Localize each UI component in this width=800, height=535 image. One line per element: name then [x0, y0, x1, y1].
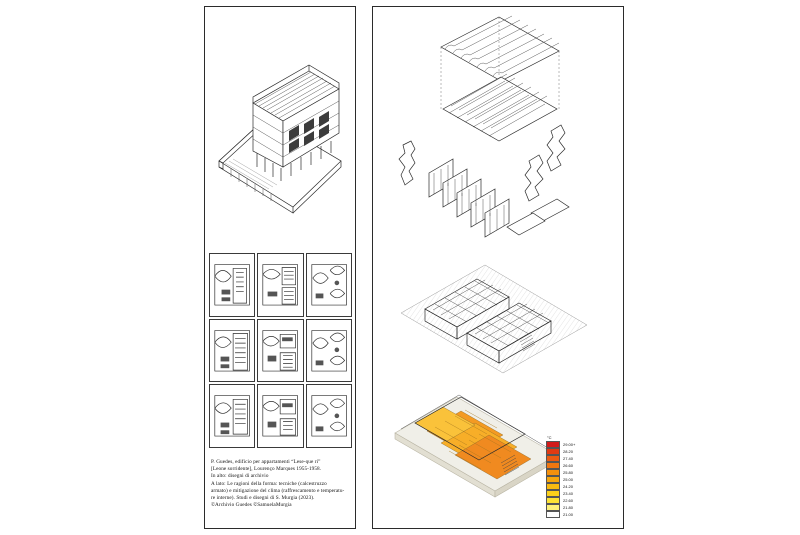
plan-cell: [209, 253, 255, 317]
caption-line: P. Guedes, edificio per appartamenti “Lese-que ri”: [211, 459, 321, 465]
plan-cell: [306, 319, 352, 383]
legend-unit-label: °C: [547, 435, 552, 440]
legend-swatch: [546, 455, 560, 462]
legend-swatch: [546, 441, 560, 448]
caption: [211, 459, 353, 509]
legend-swatch: [546, 504, 560, 511]
legend-row: [546, 441, 602, 448]
legend-swatch: [546, 448, 560, 455]
legend-row: [546, 483, 602, 490]
legend-swatch: [546, 469, 560, 476]
legend-value: 23.40: [563, 491, 574, 496]
legend-row: [546, 469, 602, 476]
legend-swatch: [546, 511, 560, 518]
plan-cell: [306, 253, 352, 317]
plan-cell: [209, 384, 255, 448]
legend-value: 29.00+: [563, 442, 576, 447]
legend-swatch: [546, 497, 560, 504]
caption-line: In alto: disegni di archivio: [211, 473, 269, 480]
caption-line: re interne). Studi e disegni di S. Murgia (2023).: [211, 495, 315, 502]
thermal-legend: [546, 435, 602, 518]
legend-value: 26.60: [563, 463, 574, 468]
legend-swatch: [546, 483, 560, 490]
legend-swatch: [546, 462, 560, 469]
legend-value: 25.00: [563, 477, 574, 482]
legend-swatch: [546, 490, 560, 497]
plan-cell: [306, 384, 352, 448]
legend-row: [546, 448, 602, 455]
legend-row: [546, 455, 602, 462]
caption-line: ©Archivio Guedes ©SamuelaMurgia: [211, 502, 292, 509]
exploded-axonometric: [381, 13, 617, 263]
legend-row: [546, 490, 602, 497]
legend-row: [546, 504, 602, 511]
legend-value: 27.40: [563, 456, 574, 461]
legend-value: 28.20: [563, 449, 574, 454]
caption-line: A lato: Le ragioni della forma: tecniche (calcestruzzo: [211, 480, 327, 487]
legend-value: 25.80: [563, 470, 574, 475]
thermal-simulation: [381, 367, 617, 527]
left-plate: [204, 6, 356, 529]
plan-grid: [209, 253, 352, 448]
caption-line: armato) e mitigazione del clima (raffrescamento e temperatu-: [211, 487, 345, 494]
legend-value: 21.80: [563, 505, 574, 510]
plan-cell: [257, 253, 303, 317]
right-plate: [372, 6, 624, 529]
legend-row: [546, 497, 602, 504]
legend-swatch: [546, 476, 560, 483]
legend-row: [546, 476, 602, 483]
legend-row: [546, 511, 602, 518]
plan-cell: [257, 319, 303, 383]
plan-cell: [209, 319, 255, 383]
legend-value: 24.20: [563, 484, 574, 489]
caption-line: [Leone sorridente], Lourenço Marques 1955-1958.: [211, 466, 322, 473]
plan-cell: [257, 384, 303, 448]
legend-value: 22.60: [563, 498, 574, 503]
floor-plan-axonometric: [381, 247, 617, 387]
legend-row: [546, 462, 602, 469]
axonometric-view: [209, 11, 352, 241]
legend-value: 21.00: [563, 512, 574, 517]
